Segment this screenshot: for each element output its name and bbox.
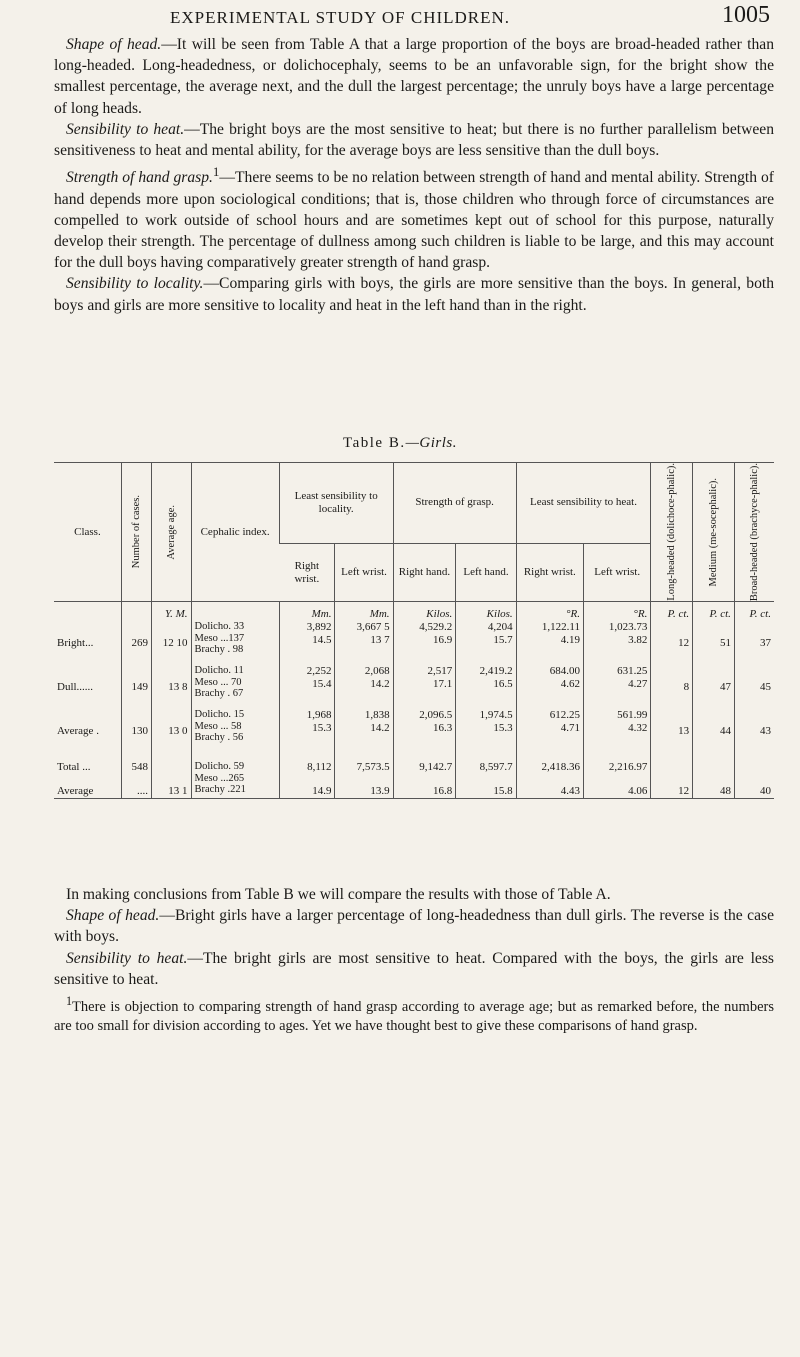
paragraph-text: —There seems to be no relation between strength of hand and mental ability. Strength of hand depends more upon sociological conditions; that is, those children who through force of circumstances are compelled to work outside of school hours and are sometimes kept out of school for this purpose, naturally develop their strength. The percentage of dullness among such children is liable to be large, and this may account for the dull boys having comparatively greater strength of hand grasp. (54, 169, 775, 272)
paragraph-sensibility-heat (54, 119, 774, 161)
footnote (54, 992, 774, 1036)
table-row-average: Average .... 13 1 14.9 13.9 16.8 15.8 4.43 4.06 12 48 40 (54, 774, 774, 798)
header-locality: Least sensibility to locality. (279, 463, 393, 544)
header-cephalic: Cephalic index. (191, 463, 279, 602)
table-row: Bright... 269 12 10 Dolicho. 33 Meso ...137 Brachy . 98 3,892 14.5 3,667 5 13 7 4,529.2 16.9 4,204 15.7 1,122.11 4.19 1,023.73 3.82 12 51 37 (54, 621, 774, 665)
paragraph-text: —Bright girls have a larger percentage of long-headedness than dull girls. The reverse is the case with boys. (54, 907, 774, 946)
paragraph-shape-of-head (54, 34, 774, 119)
paragraph-text: —Comparing girls with boys, the girls are more sensitive than the boys. In general, both boys and girls are more sensitive to locality and heat in the left hand than in the right. (54, 275, 774, 314)
paragraph-sensibility-locality (54, 273, 774, 315)
body-text (54, 34, 774, 316)
paragraph-lead: Sensibility to heat. (66, 949, 188, 967)
header-right-hand: Right hand. (393, 543, 456, 601)
paragraph-text: —It will be seen from Table A that a large proportion of the boys are broad-headed rather than long-headed. Long-headedness, or dolichocephaly, seems to be an unfavorable sign, for the bright show the smallest percentage, the average next, and the dull the largest percentage; the unruly boys have a large percentage of long heads. (54, 36, 774, 117)
header-right-wrist: Right wrist. (279, 543, 335, 601)
header-long: Long-headed (dolichoce-phalic). (651, 463, 693, 602)
running-head: EXPERIMENTAL STUDY OF CHILDREN. (170, 8, 511, 27)
header-class: Class. (54, 463, 121, 602)
table-title-suffix: —Girls. (405, 435, 458, 451)
table-row: Dull...... 149 13 8 Dolicho. 11 Meso ... 70 Brachy . 67 2,252 15.4 2,068 14.2 2,517 17.1 2,419.2 16.5 684.00 4.62 631.25 4.27 8 47 45 (54, 665, 774, 709)
table-row-total: Total ... 548 Dolicho. 59 Meso ...265 Brachy .221 8,112 7,573.5 9,142.7 8,597.7 2,418.36 2,216.97 (54, 761, 774, 774)
table-title-prefix: Table B. (342, 435, 406, 451)
table-title (0, 435, 800, 452)
header-broad: Broad-headed (brachyce-phalic). (734, 463, 774, 602)
conclusions-text (54, 884, 774, 1050)
header-left-wrist-heat: Left wrist. (584, 543, 651, 601)
paragraph-text: —The bright girls are most sensitive to heat. Compared with the boys, the girls are less sensitive to heat. (54, 949, 774, 988)
header-heat: Least sensibility to heat. (516, 463, 651, 544)
page-header (0, 0, 800, 36)
paragraph-lead: Strength of hand grasp. (66, 169, 213, 187)
paragraph-lead: Sensibility to heat. (66, 120, 185, 138)
paragraph-strength-grasp (54, 161, 774, 273)
header-left-hand: Left hand. (456, 543, 516, 601)
table-row: Average . 130 13 0 Dolicho. 15 Meso ... 58 Brachy . 56 1,968 15.3 1,838 14.2 2,096.5 16.3 1,974.5 15.3 612.25 4.71 561.99 4.32 13 44 43 (54, 709, 774, 753)
paragraph-text: —The bright boys are the most sensitive to heat; but there is no further parallelism between sensitiveness to heat and mental ability, for the average boys are less sensitive than the dull boys. (54, 120, 775, 160)
footnote-reference[interactable]: 1 (212, 164, 220, 180)
footnote-text: There is objection to comparing strength of hand grasp according to average age; but as remarked before, the numbers are too small for division according to ages. Yet we have thought best to give these comparisons of hand grasp. (54, 998, 774, 1034)
footnote-mark: 1 (66, 994, 73, 1009)
header-strength: Strength of grasp. (393, 463, 516, 544)
header-right-wrist-heat: Right wrist. (516, 543, 583, 601)
paragraph-girls-heat (54, 948, 774, 990)
paragraph-lead: Sensibility to locality. (66, 275, 204, 293)
paragraph-lead: Shape of head. (66, 907, 160, 925)
table-b-girls (54, 462, 774, 799)
paragraph-girls-shape (54, 905, 774, 947)
paragraph-conclusions (54, 884, 774, 905)
paragraph-text: In making conclusions from Table B we will compare the results with those of Table A. (66, 886, 611, 903)
header-cases: Number of cases. (121, 463, 151, 602)
header-medium: Medium (me-socephalic). (693, 463, 735, 602)
page-number: 1005 (722, 2, 770, 28)
header-age: Average age. (152, 463, 191, 602)
units-row: Y. M. Mm. Mm. Kilos. Kilos. °R. °R. P. ct. P. ct. P. ct. (54, 602, 774, 622)
paragraph-lead: Shape of head. (66, 36, 162, 53)
header-left-wrist: Left wrist. (335, 543, 393, 601)
